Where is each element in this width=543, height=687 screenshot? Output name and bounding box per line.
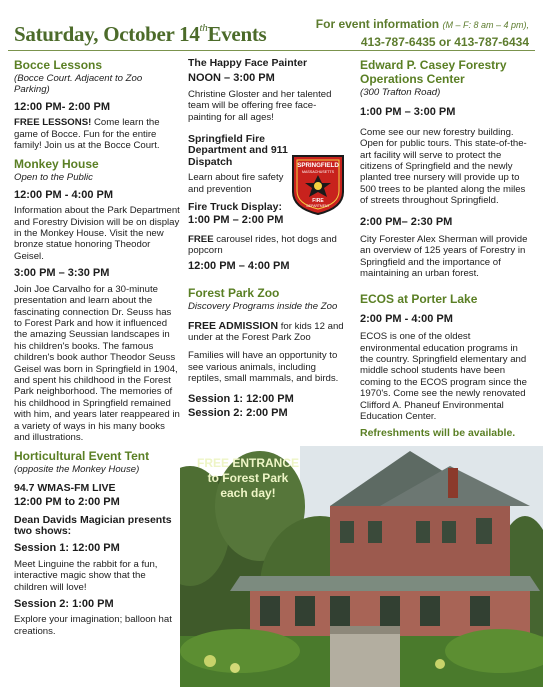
page-header xyxy=(0,0,543,50)
page-title: Saturday, October 14thEvents xyxy=(14,22,267,46)
painter-heading: The Happy Face Painter xyxy=(188,57,308,69)
tent-heading: Horticultural Event Tent xyxy=(14,449,150,464)
bocce-heading: Bocce Lessons xyxy=(14,58,103,72)
monkey-house-time1: 12:00 PM - 4:00 PM xyxy=(14,188,114,201)
zoo-sub: Discovery Programs inside the Zoo xyxy=(188,301,338,313)
forestry-location: (300 Trafton Road) xyxy=(360,87,441,98)
forestry-heading: Edward P. Casey Forestry Operations Center xyxy=(360,58,507,86)
svg-text:FIRE: FIRE xyxy=(312,198,324,204)
magic-session2-text: Explore your imagination; balloon hat creations. xyxy=(14,614,172,637)
free-entrance-banner: FREE ENTRANCE to Forest Park each day! xyxy=(196,456,299,500)
fire-department-badge-icon xyxy=(289,152,347,216)
monkey-house-heading: Monkey House xyxy=(14,157,99,172)
truck-heading: Fire Truck Display: xyxy=(188,201,282,214)
svg-text:SPRINGFIELD: SPRINGFIELD xyxy=(297,162,339,169)
magic-session1: Session 1: 12:00 PM xyxy=(14,542,120,555)
radio-time: 12:00 PM to 2:00 PM xyxy=(14,496,120,509)
painter-text: Christine Gloster and her talented team will be offering free face-painting for all ages! xyxy=(188,88,332,123)
ecos-heading: ECOS at Porter Lake xyxy=(360,291,478,306)
monkey-house-time2: 3:00 PM – 3:30 PM xyxy=(14,267,110,280)
tent-location: (opposite the Monkey House) xyxy=(14,464,140,476)
fire-heading: Springfield Fire Department and 911 Dispatch xyxy=(188,133,288,168)
bocce-time: 12:00 PM- 2:00 PM xyxy=(14,100,110,113)
header-divider xyxy=(8,50,535,51)
forestry-text1: Come see our new forestry building. Open for public tours. This state-of-the-art facility will serve to protect the citizens of Springfield and the newly planted tree nursery will provide up to 500 trees to be planted along the miles of streets throughout Springfield. xyxy=(360,126,527,207)
carousel-time: 12:00 PM – 4:00 PM xyxy=(188,259,290,272)
svg-text:MASSACHUSETTS: MASSACHUSETTS xyxy=(302,170,334,174)
column-left xyxy=(14,56,180,637)
zoo-session2: Session 2: 2:00 PM xyxy=(188,406,288,419)
carousel-text: FREE carousel rides, hot dogs and popcorn xyxy=(188,233,337,257)
column-right xyxy=(360,56,530,440)
zoo-text: Families will have an opportunity to see various animals, including reptiles, small mammals, and birds. xyxy=(188,350,339,385)
truck-time: 1:00 PM – 2:00 PM xyxy=(188,214,284,227)
forestry-time2: 2:00 PM– 2:30 PM xyxy=(360,215,453,228)
radio-station: 94.7 WMAS-FM LIVE xyxy=(14,481,116,494)
magic-session1-text: Meet Linguine the rabbit for a fun, interactive magic show that the children will love! xyxy=(14,558,158,593)
monkey-house-sub: Open to the Public xyxy=(14,172,93,184)
painter-time: NOON – 3:00 PM xyxy=(188,72,275,85)
monkey-house-text1: Information about the Park Department and Forestry Division will be on display in the Monkey House. Visit the new bronze statue honoring Theodor Geisel. xyxy=(14,205,180,262)
info-label: For event information xyxy=(315,17,440,31)
svg-text:DEPARTMENT: DEPARTMENT xyxy=(306,204,330,208)
forestry-time1: 1:00 PM – 3:00 PM xyxy=(360,106,456,119)
bocce-location: (Bocce Court. Adjacent to Zoo Parking) xyxy=(14,73,143,96)
ecos-text: ECOS is one of the oldest environmental education programs in the country. Springfield elementary and middle school students have been coming to the ECOS program since the 1970's. Come see the newly renovated Clifford A. Phaneuf Environmental Education Center. xyxy=(360,331,527,422)
zoo-session1: Session 1: 12:00 PM xyxy=(188,392,294,405)
magician-heading: Dean Davids Magician presents two shows: xyxy=(14,513,172,537)
contact-info xyxy=(316,16,529,51)
ecos-time: 2:00 PM - 4:00 PM xyxy=(360,312,453,325)
bocce-description: FREE LESSONS! Come learn the game of Bocce. Fun for the entire family! Join us at the Bocce Court. xyxy=(14,117,160,152)
zoo-heading: Forest Park Zoo xyxy=(188,286,280,301)
info-hours: (M – F: 8 am – 4 pm), xyxy=(442,20,529,30)
phone-numbers: 413-787-6435 or 413-787-6434 xyxy=(360,35,529,49)
zoo-admission: FREE ADMISSION for kids 12 and under at the Forest Park Zoo xyxy=(188,319,344,343)
monkey-house-text2: Join Joe Carvalho for a 30-minute presentation and learn about the fascinating connection Dr. Seuss has to Forest Park and how it influenced the amazing Seussian landscapes in his children's books. The famous children's book author Theodor Seuss Geisel was born in Springfield in 1904, and spent his childhood in the Forest Park neighborhood. The memories of his childhood in Springfield remained with him, and years later reappeared in a variety of ways in his many books and illustrations. xyxy=(14,283,180,443)
fire-text: Learn about fire safety and prevention xyxy=(188,172,284,195)
column-middle xyxy=(188,56,348,419)
refreshments-note: Refreshments will be available. xyxy=(360,427,516,440)
magic-session2: Session 2: 1:00 PM xyxy=(14,598,114,611)
forestry-text2: City Forester Alex Sherman will provide an overview of 125 years of Forestry in Springfield and the importance of maintaining an urban forest. xyxy=(360,234,528,280)
